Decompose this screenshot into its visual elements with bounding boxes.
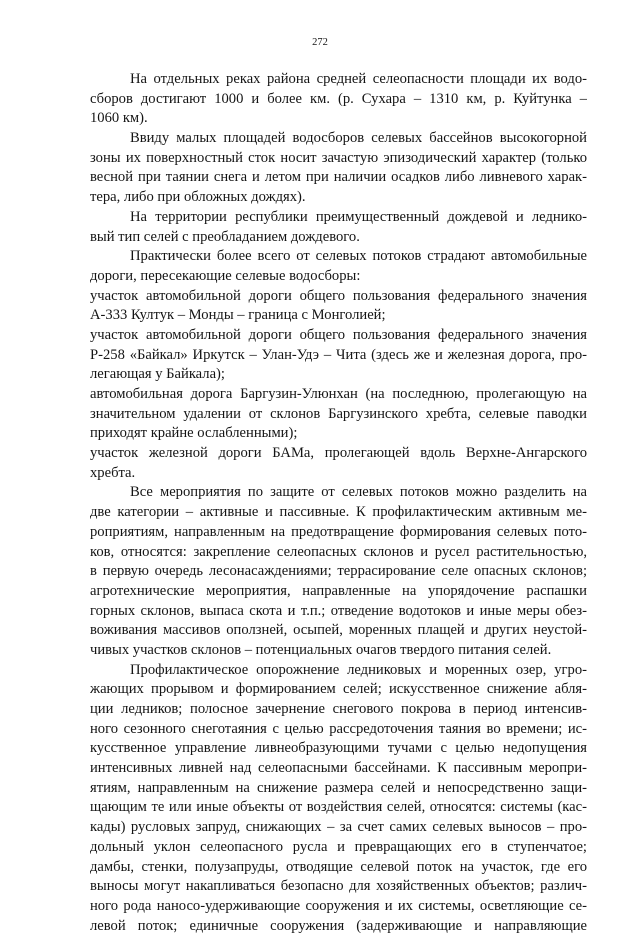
text-line: тера, либо при обложных дождях). <box>90 189 306 206</box>
text-line: участок железной дороги БАМа, пролегающей вдоль Верхне-Ангарского <box>90 445 587 462</box>
text-line: легающая у Байкала); <box>90 366 225 383</box>
text-line: ции ледников; полосное зачернение снегового покрова в период интенсив- <box>90 701 587 717</box>
text-line: На территории республики преимущественный дождевой и леднико- <box>130 208 587 225</box>
text-line: автомобильная дорога Баргузин-Улюнхан (на последнюю, пролегающую на <box>90 386 587 402</box>
text-line: щающим те или иные объекты от воздействия селей, относятся: системы (кас- <box>90 799 587 816</box>
text-line: весной при таянии снега и летом при наличии осадков либо ливневого харак- <box>90 169 587 186</box>
text-line: левой поток; единичные сооружения (задерживающие и направляющие <box>90 917 587 934</box>
text-line: роприятиям, направленным на предотвращение формирования селевых пото- <box>90 523 587 540</box>
text-line: Р-258 «Байкал» Иркутск – Улан-Удэ – Чита (здесь же и железная дорога, про- <box>90 346 587 363</box>
page-body <box>90 70 587 936</box>
text-line: горных склонов, выпаса скота и т.п.; отведение водотоков и иные меры обез- <box>90 602 587 619</box>
text-line: интенсивных ливней над селеопасными бассейнами. К пассивным меропри- <box>90 760 587 777</box>
text-line: приходят крайне ослабленными); <box>90 425 298 442</box>
text-line: На отдельных реках района средней селеопасности площади их водо- <box>130 71 587 87</box>
paragraph <box>90 129 587 208</box>
text-line: воживания массивов оползней, осыпей, моренных плащей и других неустой- <box>90 622 587 639</box>
paragraph <box>90 208 587 247</box>
text-line: зоны их поверхностный сток носит зачастую эпизодический характер (только <box>90 149 587 166</box>
text-line: кусственное управление ливнеобразующими тучами с целью недопущения <box>90 740 587 757</box>
text-line: участок автомобильной дороги общего пользования федерального значения <box>90 287 587 304</box>
paragraph <box>90 70 587 129</box>
paragraph <box>90 287 587 326</box>
text-line: вый тип селей с преобладанием дождевого. <box>90 228 360 245</box>
text-line: кады) русловых запруд, снижающих – за счет самих селевых выносов – про- <box>90 819 587 836</box>
text-line: Все мероприятия по защите от селевых потоков можно разделить на <box>130 484 587 501</box>
paragraph <box>90 385 587 444</box>
text-line: ного сезонного снеготаяния с целью рассредоточения таяния во времени; ис- <box>90 720 587 737</box>
text-line: участок автомобильной дороги общего пользования федерального значения <box>90 326 587 343</box>
text-line: ятиям, направленным на снижение размера селей и непосредственно защи- <box>90 779 587 796</box>
text-line: Профилактическое опорожнение ледниковых и моренных озер, угро- <box>130 661 587 678</box>
paragraph <box>90 483 587 660</box>
text-line: значительном удалении от склонов Баргузинского хребта, селевые паводки <box>90 405 587 422</box>
text-line: две категории – активные и пассивные. К профилактическим активным ме- <box>90 504 587 521</box>
text-line: Практически более всего от селевых потоков страдают автомобильные <box>130 248 587 265</box>
text-line: дамбы, стенки, полузапруды, отводящие селевой поток на участок, где его <box>90 858 587 875</box>
text-line: Ввиду малых площадей водосборов селевых бассейнов высокогорной <box>130 130 587 147</box>
text-line: сборов достигают 1000 и более км. (р. Сухара – 1310 км, р. Куйтунка – <box>90 90 587 107</box>
text-line: А-333 Култук – Монды – граница с Монголией; <box>90 307 386 324</box>
text-line: 1060 км). <box>90 110 148 127</box>
text-line: чивых участков склонов – потенциальных очагов твердого питания селей. <box>90 641 552 658</box>
text-line: дольный уклон селеопасного русла и превращающих его в ступенчатое; <box>90 838 587 855</box>
page-number: 272 <box>312 37 328 48</box>
text-line: выносы могут накапливаться безопасно для хозяйственных объектов; различ- <box>90 878 587 895</box>
text-line: ков, относятся: закрепление селеопасных склонов и русел растительностью, <box>90 543 587 560</box>
paragraph <box>90 326 587 385</box>
paragraph <box>90 661 587 936</box>
text-line: жающих прорывом и формированием селей; искусственное снижение абля- <box>90 681 587 698</box>
text-line: ного рода наносо-удерживающие сооружения и их системы, осветляющие се- <box>90 897 587 914</box>
paragraph <box>90 444 587 483</box>
text-line: агротехнические мероприятия, направленные на упорядочение распашки <box>90 582 587 599</box>
text-line: хребта. <box>90 464 136 481</box>
text-line: дороги, пересекающие селевые водосборы: <box>90 267 361 284</box>
text-line: в первую очередь лесонасаждениями; террасирование селе опасных склонов; <box>90 563 587 580</box>
paragraph <box>90 247 587 286</box>
